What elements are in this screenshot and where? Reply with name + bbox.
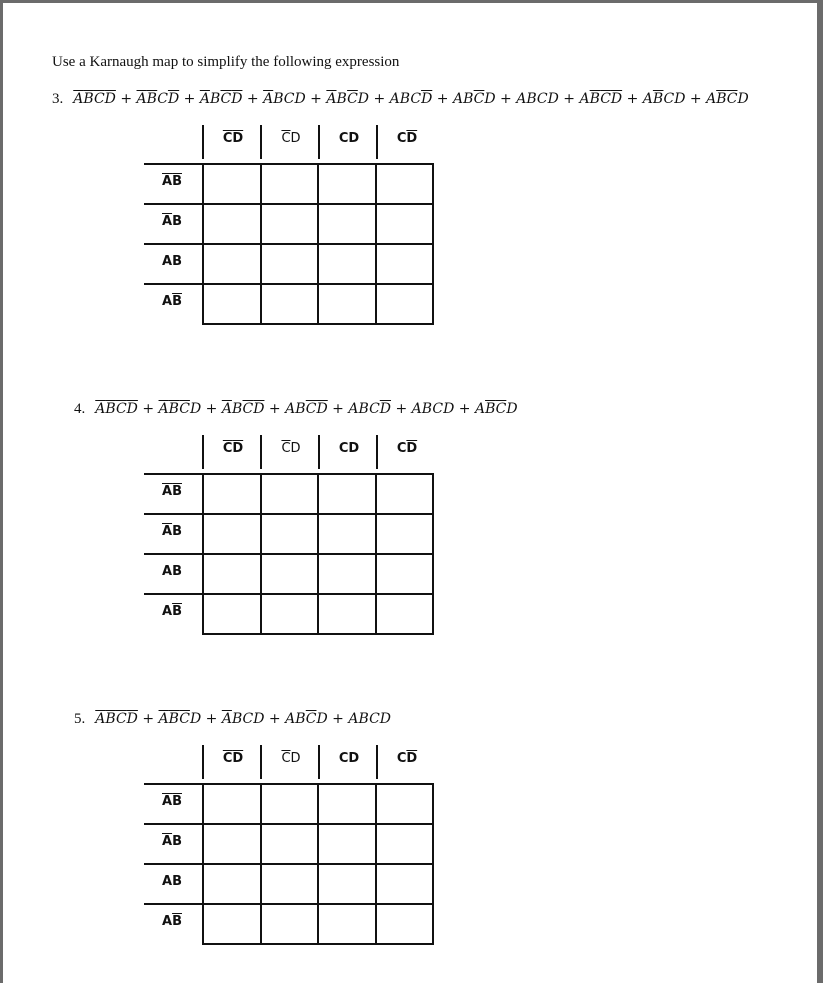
literal: A (474, 401, 486, 417)
literal: $\overline{B}$ (172, 294, 182, 309)
literal: $\overline{B}$ (172, 604, 182, 619)
column-header (320, 751, 378, 766)
kmap-cell (318, 824, 376, 864)
literal: $\overline{B}$ (652, 91, 664, 107)
kmap-row (203, 594, 433, 634)
problem-5-expression (74, 711, 391, 728)
plus-sign: + (137, 401, 159, 417)
literal: $\overline{D}$ (126, 711, 138, 727)
row-header (162, 914, 202, 929)
kmap-cell (318, 284, 376, 324)
literal: $\overline{D}$ (167, 91, 180, 107)
column-header (378, 131, 436, 146)
kmap-cell (318, 784, 376, 824)
literal: D (443, 401, 455, 417)
literal: D (294, 91, 306, 107)
minterm (326, 91, 369, 107)
literal: D (253, 711, 265, 727)
kmap-row (203, 824, 433, 864)
literal: C (338, 441, 349, 456)
literal: $\overline{B}$ (589, 91, 601, 107)
plus-sign: + (685, 91, 707, 107)
literal: $\overline{A}$ (162, 214, 173, 229)
kmap-row (203, 864, 433, 904)
literal: $\overline{B}$ (716, 91, 727, 107)
kmap-cell (376, 824, 434, 864)
literal: $\overline{D}$ (232, 441, 244, 456)
literal: B (172, 524, 182, 539)
literal: $\overline{B}$ (172, 794, 182, 809)
problem-number: 4. (74, 401, 86, 417)
kmap-cell (318, 554, 376, 594)
literal: C (338, 751, 349, 766)
plus-sign: + (242, 91, 264, 107)
column-header (320, 131, 378, 146)
kmap-row (203, 904, 433, 944)
kmap-cell (318, 594, 376, 634)
kmap-cell (261, 824, 319, 864)
literal: C (396, 441, 407, 456)
literal: $\overline{A}$ (162, 794, 173, 809)
boolean-expression (95, 401, 517, 417)
literal: D (348, 441, 360, 456)
row-separator (144, 863, 204, 865)
literal: $\overline{C}$ (222, 131, 233, 146)
literal: C (663, 91, 675, 107)
literal: B (358, 401, 370, 417)
kmap-cell (376, 864, 434, 904)
minterm (200, 91, 243, 107)
literal: A (516, 91, 527, 107)
kmap-cell (261, 474, 319, 514)
row-header (162, 834, 202, 849)
literal: $\overline{D}$ (316, 401, 328, 417)
minterm (516, 91, 559, 107)
literal: $\overline{C}$ (115, 711, 127, 727)
kmap-cell (203, 164, 261, 204)
literal: B (295, 401, 306, 417)
literal: B (172, 254, 182, 269)
literal: A (642, 91, 653, 107)
kmap-cell (376, 244, 434, 284)
literal: $\overline{C}$ (305, 401, 317, 417)
kmap-cell (261, 244, 319, 284)
literal: D (348, 131, 360, 146)
plus-sign: + (391, 401, 412, 417)
row-header (162, 564, 202, 579)
minterm (412, 401, 455, 417)
row-header (162, 794, 202, 809)
boolean-expression (95, 711, 391, 727)
plus-sign: + (622, 91, 643, 107)
problem-number: 3. (52, 91, 64, 107)
row-header (162, 294, 202, 309)
literal: $\overline{D}$ (421, 91, 433, 107)
literal: B (463, 91, 474, 107)
plus-sign: + (137, 711, 159, 727)
literal: A (285, 711, 296, 727)
minterm (263, 91, 306, 107)
row-header (162, 254, 202, 269)
literal: $\overline{A}$ (95, 711, 106, 727)
literal: $\overline{C}$ (93, 91, 105, 107)
kmap-cell (376, 164, 434, 204)
kmap-cell (203, 864, 261, 904)
literal: $\overline{C}$ (179, 401, 190, 417)
minterm (95, 401, 138, 417)
literal: B (526, 91, 537, 107)
row-separator (144, 823, 204, 825)
literal: $\overline{C}$ (242, 401, 254, 417)
literal: D (189, 401, 202, 417)
literal: D (290, 751, 301, 766)
literal: $\overline{A}$ (95, 401, 106, 417)
plus-sign: + (454, 401, 475, 417)
literal: C (242, 711, 254, 727)
kmap-cell (318, 864, 376, 904)
kmap-cell (318, 204, 376, 244)
literal: $\overline{B}$ (83, 91, 94, 107)
literal: $\overline{A}$ (162, 174, 173, 189)
karnaugh-map-5 (144, 745, 434, 945)
kmap-cell (261, 164, 319, 204)
kmap-cell (203, 514, 261, 554)
literal: $\overline{D}$ (406, 131, 418, 146)
literal: B (172, 564, 182, 579)
minterm (137, 91, 180, 107)
kmap-cell (376, 514, 434, 554)
kmap-cell (203, 594, 261, 634)
kmap-cell (376, 904, 434, 944)
literal: C (369, 711, 380, 727)
literal: $\overline{A}$ (162, 524, 173, 539)
literal: B (421, 401, 433, 417)
kmap-cell (318, 514, 376, 554)
literal: $\overline{B}$ (105, 711, 116, 727)
literal: B (358, 711, 370, 727)
literal: D (290, 131, 301, 146)
minterm (475, 401, 518, 417)
row-separator (144, 243, 204, 245)
kmap-row (203, 514, 433, 554)
plus-sign: + (201, 401, 222, 417)
literal: $\overline{A}$ (199, 91, 210, 107)
row-separator (144, 163, 204, 165)
kmap-row (203, 284, 433, 324)
row-separator (144, 513, 204, 515)
row-separator (144, 593, 204, 595)
literal: $\overline{C}$ (281, 131, 291, 146)
kmap-row (203, 244, 433, 284)
plus-sign: + (495, 91, 517, 107)
kmap-cell (203, 904, 261, 944)
literal: $\overline{D}$ (406, 441, 418, 456)
literal: $\overline{B}$ (485, 401, 496, 417)
literal: C (432, 401, 444, 417)
column-header (262, 751, 320, 766)
literal: $\overline{C}$ (115, 401, 127, 417)
literal: A (285, 401, 296, 417)
kmap-row (203, 204, 433, 244)
literal: $\overline{A}$ (73, 91, 84, 107)
kmap-cell (376, 784, 434, 824)
kmap-cell (261, 864, 319, 904)
plus-sign: + (369, 91, 390, 107)
literal: $\overline{A}$ (136, 91, 147, 107)
minterm (348, 401, 391, 417)
kmap-cell (376, 284, 434, 324)
plus-sign: + (201, 711, 222, 727)
row-header (162, 524, 202, 539)
plus-sign: + (305, 91, 327, 107)
literal: B (209, 91, 221, 107)
literal: $\overline{C}$ (222, 441, 233, 456)
literal: $\overline{C}$ (220, 91, 232, 107)
literal: $\overline{B}$ (146, 91, 158, 107)
literal: D (379, 711, 392, 727)
literal: $\overline{B}$ (105, 401, 116, 417)
problem-3-expression (52, 91, 749, 108)
literal: A (162, 564, 173, 579)
row-separator (144, 783, 204, 785)
row-separator (144, 283, 204, 285)
minterm (580, 91, 623, 107)
literal: $\overline{D}$ (232, 131, 244, 146)
minterm (222, 711, 265, 727)
minterm (222, 401, 265, 417)
kmap-cell (203, 204, 261, 244)
minterm (159, 401, 202, 417)
literal: B (336, 91, 348, 107)
literal: C (369, 401, 380, 417)
literal: $\overline{A}$ (158, 711, 169, 727)
literal: $\overline{D}$ (253, 401, 265, 417)
literal: D (737, 91, 749, 107)
literal: $\overline{D}$ (406, 751, 418, 766)
literal: $\overline{A}$ (221, 401, 232, 417)
kmap-cell (318, 164, 376, 204)
kmap-cell (318, 904, 376, 944)
literal: $\overline{C}$ (281, 441, 291, 456)
literal: B (399, 91, 411, 107)
literal: $\overline{C}$ (305, 711, 317, 727)
kmap-cell (261, 554, 319, 594)
column-header (378, 441, 436, 456)
literal: A (452, 91, 464, 107)
literal: $\overline{C}$ (179, 711, 190, 727)
kmap-grid (202, 163, 434, 325)
literal: A (706, 91, 717, 107)
plus-sign: + (327, 401, 349, 417)
literal: $\overline{D}$ (104, 91, 116, 107)
literal: A (579, 91, 590, 107)
literal: $\overline{D}$ (610, 91, 623, 107)
kmap-cell (261, 784, 319, 824)
kmap-cell (203, 244, 261, 284)
literal: $\overline{A}$ (326, 91, 337, 107)
literal: $\overline{B}$ (168, 711, 180, 727)
kmap-row (203, 554, 433, 594)
minterm (159, 711, 202, 727)
literal: C (283, 91, 295, 107)
kmap-row (203, 474, 433, 514)
minterm (95, 711, 138, 727)
literal: $\overline{A}$ (263, 91, 274, 107)
literal: B (295, 711, 306, 727)
minterm (390, 91, 433, 107)
karnaugh-map-4 (144, 435, 434, 635)
column-header (262, 131, 320, 146)
problem-4-expression (74, 401, 518, 418)
kmap-cell (203, 824, 261, 864)
literal: B (231, 711, 243, 727)
plus-sign: + (264, 711, 286, 727)
minterm (453, 91, 496, 107)
literal: A (348, 401, 359, 417)
literal: $\overline{C}$ (281, 751, 291, 766)
row-separator (144, 553, 204, 555)
literal: B (172, 874, 182, 889)
literal: A (162, 914, 173, 929)
literal: $\overline{C}$ (473, 91, 485, 107)
literal: A (348, 711, 359, 727)
literal: $\overline{C}$ (726, 91, 738, 107)
literal: D (547, 91, 559, 107)
kmap-cell (261, 594, 319, 634)
literal: D (189, 711, 202, 727)
literal: $\overline{A}$ (162, 484, 173, 499)
row-separator (144, 203, 204, 205)
literal: A (162, 604, 173, 619)
literal: D (674, 91, 686, 107)
literal: B (172, 834, 182, 849)
literal: B (273, 91, 284, 107)
literal: $\overline{C}$ (347, 91, 358, 107)
row-header (162, 174, 202, 189)
column-header (204, 751, 262, 766)
minterm (73, 91, 116, 107)
kmap-cell (318, 474, 376, 514)
document-page (3, 3, 817, 983)
minterm (348, 711, 391, 727)
literal: $\overline{B}$ (172, 174, 182, 189)
literal: D (290, 441, 301, 456)
literal: C (410, 91, 422, 107)
literal: $\overline{B}$ (172, 914, 182, 929)
literal: C (157, 91, 168, 107)
kmap-cell (318, 244, 376, 284)
column-header (320, 441, 378, 456)
kmap-cell (203, 554, 261, 594)
kmap-cell (261, 284, 319, 324)
row-header (162, 604, 202, 619)
literal: D (484, 91, 496, 107)
row-header (162, 214, 202, 229)
kmap-cell (261, 204, 319, 244)
literal: A (162, 874, 173, 889)
literal: $\overline{D}$ (232, 751, 244, 766)
literal: $\overline{B}$ (168, 401, 180, 417)
plus-sign: + (264, 401, 286, 417)
kmap-cell (376, 474, 434, 514)
plus-sign: + (558, 91, 580, 107)
instruction-text: Use a Karnaugh map to simplify the following expression (52, 54, 400, 70)
literal: D (316, 711, 328, 727)
plus-sign: + (327, 711, 349, 727)
literal: $\overline{C}$ (600, 91, 611, 107)
literal: D (348, 751, 360, 766)
kmap-grid (202, 783, 434, 945)
literal: A (389, 91, 400, 107)
literal: B (172, 214, 182, 229)
kmap-cell (203, 784, 261, 824)
column-header (262, 441, 320, 456)
literal: C (536, 91, 548, 107)
kmap-grid (202, 473, 434, 635)
kmap-cell (376, 204, 434, 244)
minterm (285, 401, 328, 417)
literal: C (338, 131, 349, 146)
literal: C (396, 131, 407, 146)
kmap-row (203, 784, 433, 824)
karnaugh-map-3 (144, 125, 434, 325)
minterm (706, 91, 749, 107)
literal: B (231, 401, 243, 417)
kmap-cell (203, 284, 261, 324)
plus-sign: + (179, 91, 200, 107)
literal: A (162, 254, 173, 269)
literal: $\overline{A}$ (158, 401, 169, 417)
literal: $\overline{A}$ (221, 711, 232, 727)
plus-sign: + (432, 91, 453, 107)
literal: A (411, 401, 422, 417)
kmap-cell (261, 514, 319, 554)
literal: $\overline{C}$ (495, 401, 507, 417)
literal: C (396, 751, 407, 766)
row-separator (144, 473, 204, 475)
row-header (162, 484, 202, 499)
literal: $\overline{D}$ (231, 91, 243, 107)
column-header (204, 131, 262, 146)
literal: D (506, 401, 518, 417)
minterm (643, 91, 686, 107)
kmap-cell (203, 474, 261, 514)
column-header (204, 441, 262, 456)
boolean-expression (73, 91, 748, 107)
literal: $\overline{C}$ (222, 751, 233, 766)
literal: $\overline{D}$ (379, 401, 392, 417)
kmap-cell (376, 594, 434, 634)
plus-sign: + (115, 91, 137, 107)
literal: A (162, 294, 173, 309)
literal: $\overline{D}$ (126, 401, 138, 417)
row-separator (144, 903, 204, 905)
row-header (162, 874, 202, 889)
kmap-cell (261, 904, 319, 944)
literal: D (357, 91, 370, 107)
minterm (285, 711, 328, 727)
literal: $\overline{B}$ (172, 484, 182, 499)
kmap-row (203, 164, 433, 204)
problem-number: 5. (74, 711, 86, 727)
kmap-cell (376, 554, 434, 594)
literal: $\overline{A}$ (162, 834, 173, 849)
column-header (378, 751, 436, 766)
